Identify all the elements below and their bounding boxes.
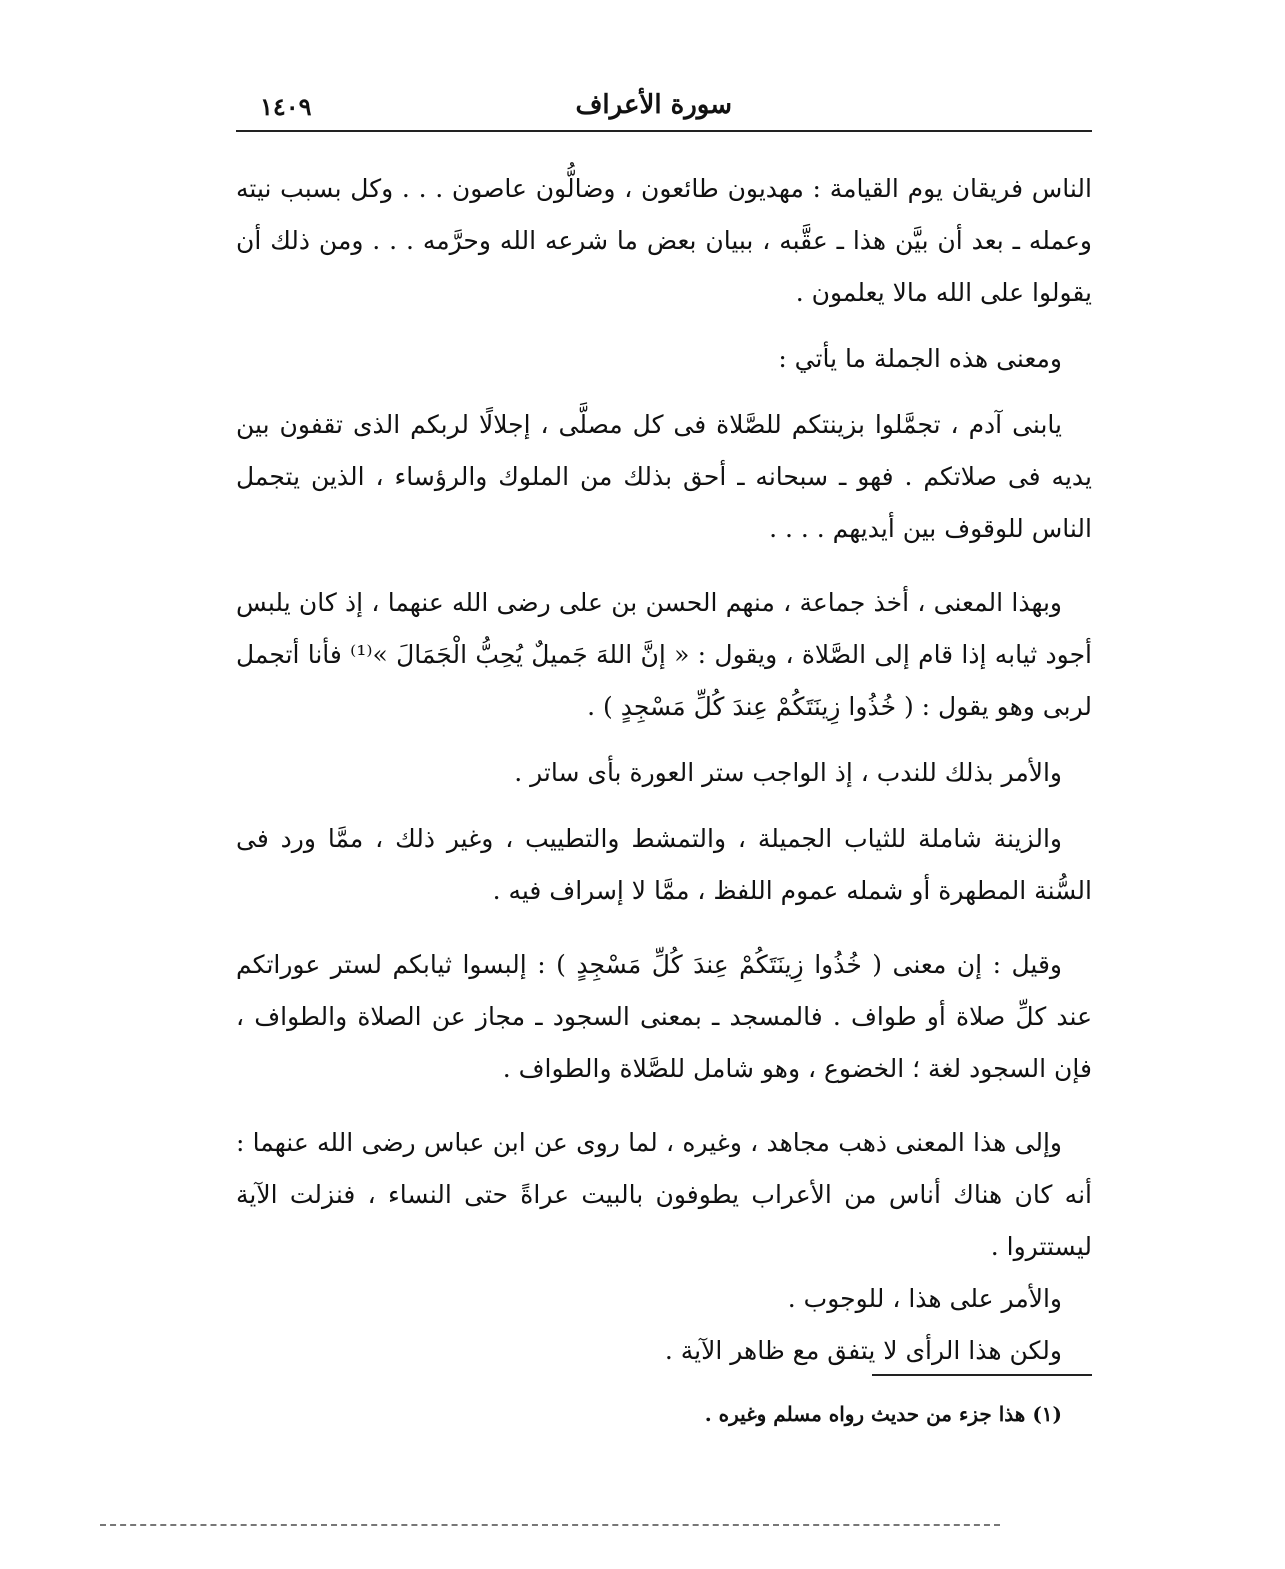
paragraph-4: وبهذا المعنى ، أخذ جماعة ، منهم الحسن بن على رضى الله عنهما ، إذ كان يلبس أجود ثيابه إذا قام إلى الصَّلاة ، ويقول : « إنَّ اللهَ جَميلٌ يُحِبُّ الْجَمَالَ »⁽¹⁾ فأنا أتجمل لربى وهو يقول : ( خُذُوا زِينَتَكُمْ عِندَ كُلِّ مَسْجِدٍ ) . bbox=[236, 588, 1092, 721]
paragraph-6: والزينة شاملة للثياب الجميلة ، والتمشط والتطييب ، وغير ذلك ، ممَّا ورد فى السُّنة المطهرة أو شمله عموم اللفظ ، ممَّا لا إسراف فيه . bbox=[236, 824, 1092, 905]
paragraph-1: الناس فريقان يوم القيامة : مهديون طائعون ، وضالُّون عاصون . . . وكل بسبب نيته وعمله ـ بعد أن بيَّن هذا ـ عقَّبه ، ببيان بعض ما شرعه الله وحرَّمه . . . ومن ذلك أن يقولوا على الله مالا يعلمون . bbox=[236, 174, 1092, 307]
paragraph-2: ومعنى هذه الجملة ما يأتي : bbox=[778, 344, 1062, 373]
paragraph-3: يابنى آدم ، تجمَّلوا بزينتكم للصَّلاة فى كل مصلَّى ، إجلالًا لربكم الذى تقفون بين يديه فى صلاتكم . فهو ـ سبحانه ـ أحق بذلك من الملوك والرؤساء ، الذين يتجمل الناس للوقوف بين أيديهم . . . . bbox=[236, 410, 1092, 543]
book-page bbox=[236, 0, 1092, 1569]
paragraph-8: وإلى هذا المعنى ذهب مجاهد ، وغيره ، لما روى عن ابن عباس رضى الله عنهما : أنه كان هناك أناس من الأعراب يطوفون بالبيت عراةً حتى النساء ، فنزلت الآية ليستتروا . bbox=[236, 1128, 1092, 1261]
paragraph-9: والأمر على هذا ، للوجوب . bbox=[787, 1284, 1062, 1313]
page-body bbox=[236, 163, 1092, 1377]
page-number: ١٤٠٩ bbox=[260, 92, 312, 121]
page-header bbox=[236, 88, 1092, 128]
footnote: (١) هذا جزء من حديث رواه مسلم وغيره . bbox=[704, 1402, 1062, 1426]
surah-title: سورة الأعراف bbox=[575, 90, 732, 120]
header-divider bbox=[236, 130, 1092, 132]
footnote-divider bbox=[872, 1374, 1092, 1376]
paragraph-10: ولكن هذا الرأى لا يتفق مع ظاهر الآية . bbox=[664, 1336, 1062, 1365]
paragraph-5: والأمر بذلك للندب ، إذ الواجب ستر العورة بأى ساتر . bbox=[514, 758, 1062, 787]
paragraph-7: وقيل : إن معنى ( خُذُوا زِينَتَكُمْ عِندَ كُلِّ مَسْجِدٍ ) : إلبسوا ثيابكم لستر عوراتكم عند كلِّ صلاة أو طواف . فالمسجد ـ بمعنى السجود ـ مجاز عن الصلاة والطواف ، فإن السجود لغة ؛ الخضوع ، وهو شامل للصَّلاة والطواف . bbox=[236, 950, 1092, 1083]
scan-bottom-marks bbox=[100, 1524, 1000, 1526]
